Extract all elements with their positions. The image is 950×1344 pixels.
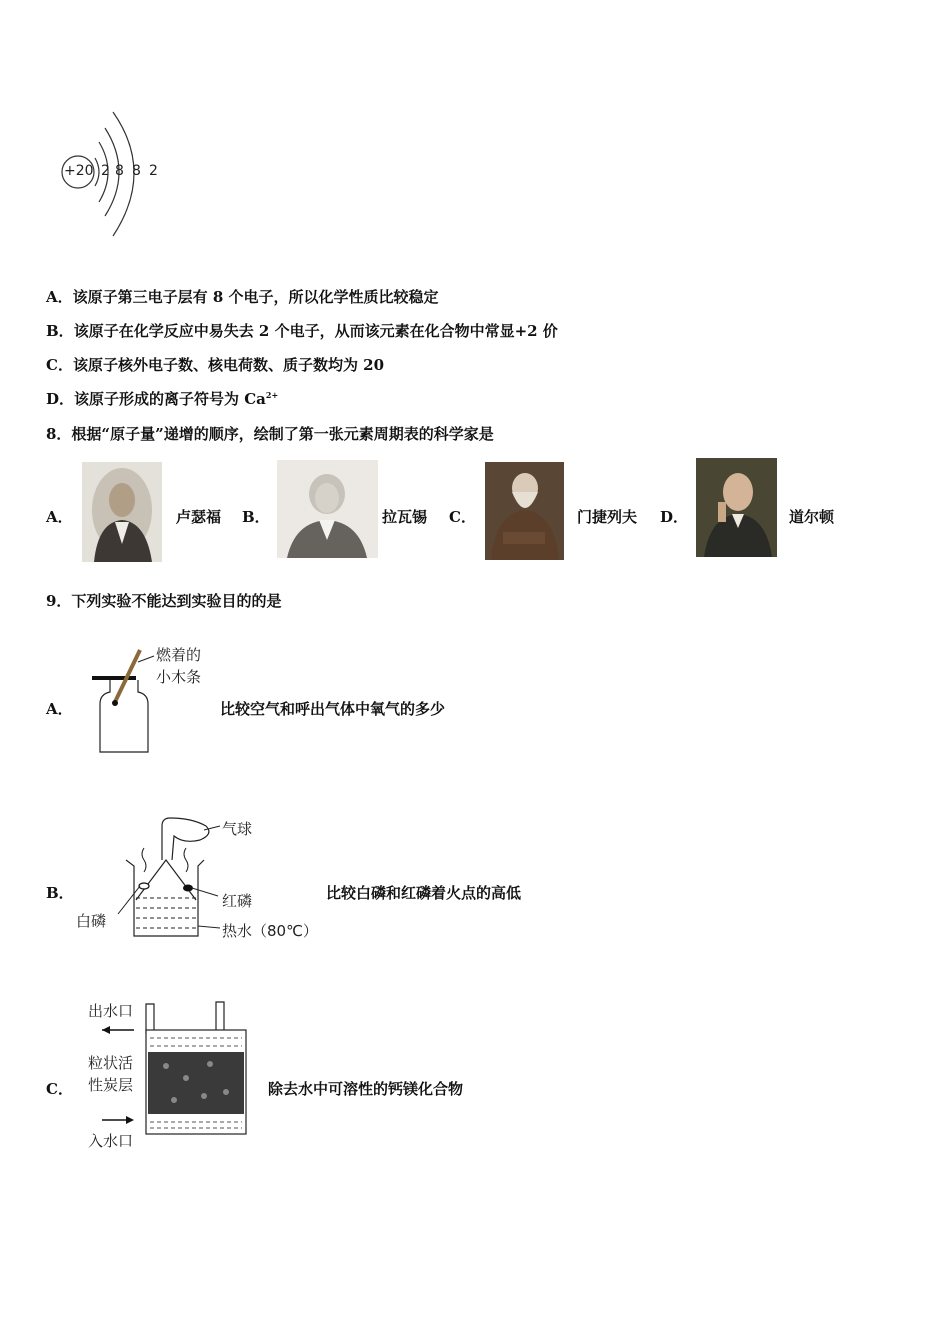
portrait-mendeleev-image — [485, 462, 564, 560]
q7-option-c — [46, 354, 384, 375]
option-text: 该原子核外电子数、核电荷数、质子数均为 20 — [72, 356, 385, 374]
q9-c-filter-diagram — [86, 996, 256, 1152]
q7-option-b — [46, 320, 558, 341]
q9-option-c-letter: C． — [46, 1080, 73, 1098]
splint-label-line2: 小木条 — [156, 668, 202, 686]
shell-2-count: 8 — [115, 163, 124, 179]
q8-option-a-letter: A． — [46, 508, 73, 526]
q8-option-d-letter: D． — [660, 508, 689, 526]
option-text: 该原子形成的离子符号为 Ca — [74, 390, 266, 408]
option-letter: C． — [46, 356, 73, 374]
q7-option-a — [46, 286, 439, 307]
carbon-layer-label-line2: 性炭层 — [88, 1076, 134, 1094]
shell-1-count: 2 — [101, 163, 110, 179]
q8-option-b-name: 拉瓦锡 — [382, 508, 428, 526]
q9-option-c-text: 除去水中可溶性的钙镁化合物 — [268, 1080, 464, 1098]
water-inlet-label: 入水口 — [88, 1132, 134, 1150]
option-text: 该原子在化学反应中易失去 2 个电子，从而该元素在化合物中常显+2 价 — [73, 322, 558, 340]
q9-b-beaker-diagram — [74, 810, 324, 942]
q9-option-a-letter: A． — [46, 700, 73, 718]
portrait-dalton-image — [696, 458, 777, 557]
white-phosphorus-label: 白磷 — [76, 912, 107, 930]
q9-option-a-text: 比较空气和呼出气体中氧气的多少 — [220, 700, 446, 718]
q7-option-d — [46, 388, 278, 409]
balloon-label: 气球 — [222, 820, 253, 838]
q8-option-c-letter: C． — [449, 508, 476, 526]
hot-water-label: 热水（80℃） — [222, 922, 318, 940]
q8-option-d-name: 道尔顿 — [789, 508, 835, 526]
nucleus-charge: +20 — [64, 163, 94, 179]
option-letter: D． — [46, 390, 75, 408]
option-letter: B． — [46, 322, 74, 340]
atom-structure-diagram — [55, 100, 175, 240]
ion-charge-superscript: 2+ — [265, 390, 279, 400]
q8-option-c-name: 门捷列夫 — [577, 508, 638, 526]
q9-option-b-text: 比较白磷和红磷着火点的高低 — [326, 884, 522, 902]
portrait-lavoisier-image — [277, 460, 378, 558]
q8-option-b-letter: B． — [242, 508, 270, 526]
q8-option-a-name: 卢瑟福 — [176, 508, 222, 526]
option-letter: A． — [46, 288, 73, 306]
portrait-rutherford-image — [82, 462, 162, 562]
red-phosphorus-label: 红磷 — [222, 892, 253, 910]
q9-stem: 9．下列实验不能达到实验目的的是 — [46, 592, 282, 610]
q9-a-bottle-diagram — [88, 640, 228, 758]
carbon-layer-label-line1: 粒状活 — [88, 1054, 134, 1072]
option-text: 该原子第三电子层有 8 个电子，所以化学性质比较稳定 — [72, 288, 439, 306]
shell-4-count: 2 — [149, 163, 158, 179]
q9-option-b-letter: B． — [46, 884, 74, 902]
q8-stem: 8．根据“原子量”递增的顺序，绘制了第一张元素周期表的科学家是 — [46, 425, 494, 443]
shell-3-count: 8 — [132, 163, 141, 179]
water-outlet-label: 出水口 — [88, 1002, 134, 1020]
splint-label-line1: 燃着的 — [156, 646, 202, 664]
